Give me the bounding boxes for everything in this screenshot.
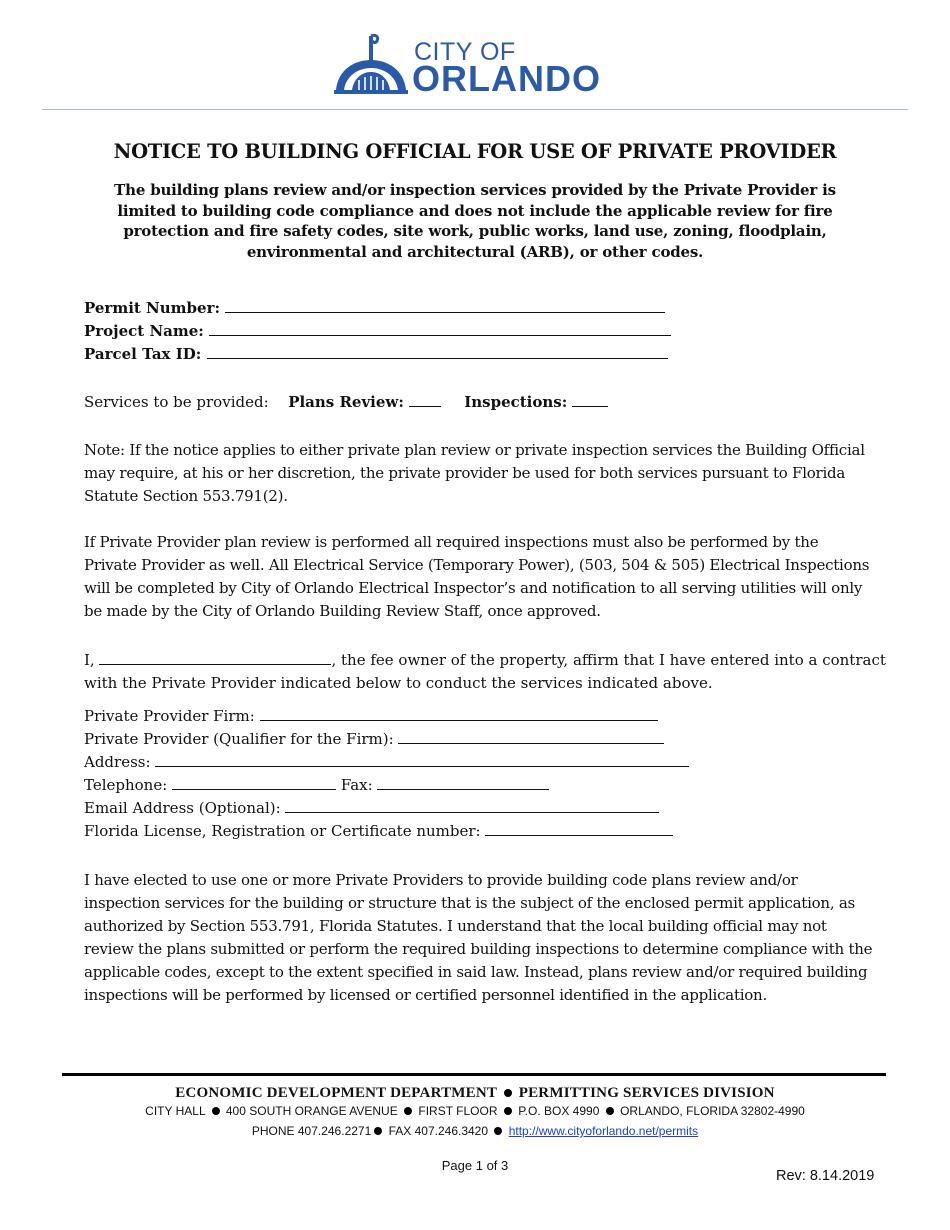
services-label: Services to be provided: xyxy=(84,393,269,411)
provider-license-label: Florida License, Registration or Certificate number: xyxy=(84,822,481,840)
provider-qualifier-field[interactable] xyxy=(84,729,664,749)
bullet-icon xyxy=(374,1127,382,1135)
document-title: NOTICE TO BUILDING OFFICIAL FOR USE OF PRIVATE PROVIDER xyxy=(113,140,837,163)
parcel-tax-id-field[interactable] xyxy=(84,344,668,364)
provider-telephone-label: Telephone: xyxy=(84,776,168,794)
provider-phone-fax-row xyxy=(84,775,549,795)
electrical-paragraph: If Private Provider plan review is performed all required inspections must also be performed by the Private Provider as well. All Electrical Service (Temporary Power), (503, 504 & 505) Electrical Inspections will be completed by City of Orlando Electrical Inspector’s and notification to all serving utilities will only be made by the City of Orlando Building Review Staff, once approved. xyxy=(84,533,870,620)
bullet-icon xyxy=(212,1107,220,1115)
provider-qualifier-label: Private Provider (Qualifier for the Firm): xyxy=(84,730,394,748)
footer-street: 400 SOUTH ORANGE AVENUE xyxy=(225,1104,398,1118)
logo-name: ORLANDO xyxy=(412,58,601,99)
provider-fax-label: Fax: xyxy=(340,776,373,794)
footer-fax: FAX 407.246.3420 xyxy=(388,1124,489,1138)
provider-license-field[interactable] xyxy=(84,821,673,841)
provider-firm-line[interactable] xyxy=(260,706,658,721)
affirmation-line-1 xyxy=(84,650,886,670)
plans-review-label: Plans Review: xyxy=(288,393,404,411)
bullet-icon xyxy=(504,1107,512,1115)
footer-city-hall: CITY HALL xyxy=(145,1104,206,1118)
provider-qualifier-line[interactable] xyxy=(398,729,664,744)
footer-division: PERMITTING SERVICES DIVISION xyxy=(518,1085,775,1101)
plans-review-line[interactable] xyxy=(409,392,441,407)
provider-fax-line[interactable] xyxy=(377,775,549,790)
bullet-icon xyxy=(504,1089,512,1097)
provider-address-label: Address: xyxy=(84,753,151,771)
permit-number-label: Permit Number: xyxy=(84,299,221,317)
affirmation-line-2: with the Private Provider indicated below to conduct the services indicated above. xyxy=(84,674,713,692)
note-paragraph: Note: If the notice applies to either private plan review or private inspection services the Building Official may require, at his or her discretion, the private provider be used for both services pursuant to Florida Statute Section 553.791(2). xyxy=(84,441,865,505)
provider-telephone-line[interactable] xyxy=(172,775,336,790)
provider-address-line[interactable] xyxy=(155,752,689,767)
footer-phone: PHONE 407.246.2271 xyxy=(251,1124,372,1138)
project-name-field[interactable] xyxy=(84,321,671,341)
footer-department: ECONOMIC DEVELOPMENT DEPARTMENT xyxy=(175,1085,497,1101)
bullet-icon xyxy=(494,1127,502,1135)
provider-license-line[interactable] xyxy=(485,821,673,836)
election-paragraph: I have elected to use one or more Private Providers to provide building code plans review and/or inspection services for the building or structure that is the subject of the enclosed permit application, as authorized by Section 553.791, Florida Statutes. I understand that the local building official may not review the plans submitted or perform the required building inspections to determine compliance with the applicable codes, except to the extent specified in said law. Instead, plans review and/or required building inspections will be performed by licensed or certified personnel identified in the application. xyxy=(84,871,873,1004)
document-subtitle: The building plans review and/or inspection services provided by the Private Provider is limited to building code compliance and does not include the applicable review for fire protection and fire safety codes, site work, public works, land use, zoning, floodplain, environmental and architectural (ARB), or other codes. xyxy=(114,181,836,261)
affirmation-suffix: , the fee owner of the property, affirm that I have entered into a contract xyxy=(331,651,886,669)
inspections-line[interactable] xyxy=(572,392,608,407)
revision-date: Rev: 8.14.2019 xyxy=(776,1168,875,1184)
bullet-icon xyxy=(404,1107,412,1115)
permit-number-line[interactable] xyxy=(225,298,665,313)
footer-contact-line xyxy=(0,1124,950,1138)
project-name-line[interactable] xyxy=(209,321,671,336)
footer-city-state-zip: ORLANDO, FLORIDA 32802-4990 xyxy=(620,1104,805,1118)
header-divider xyxy=(42,109,908,110)
page-number: Page 1 of 3 xyxy=(441,1158,509,1173)
provider-email-line[interactable] xyxy=(285,798,659,813)
provider-address-field[interactable] xyxy=(84,752,689,772)
city-dome-icon xyxy=(332,32,410,96)
footer-po-box: P.O. BOX 4990 xyxy=(518,1104,600,1118)
parcel-tax-id-line[interactable] xyxy=(207,344,668,359)
city-logo xyxy=(332,32,622,98)
footer-divider xyxy=(62,1073,886,1076)
permit-number-field[interactable] xyxy=(84,298,665,318)
footer-address-line xyxy=(0,1104,950,1118)
parcel-tax-id-label: Parcel Tax ID: xyxy=(84,345,202,363)
provider-firm-label: Private Provider Firm: xyxy=(84,707,255,725)
owner-name-line[interactable] xyxy=(99,650,331,665)
provider-email-field[interactable] xyxy=(84,798,659,818)
inspections-label: Inspections: xyxy=(464,393,568,411)
project-name-label: Project Name: xyxy=(84,322,204,340)
logo-city-of: CITY OF xyxy=(414,38,516,66)
footer-department-line xyxy=(0,1085,950,1102)
affirmation-prefix: I, xyxy=(84,651,95,669)
footer-floor: FIRST FLOOR xyxy=(418,1104,498,1118)
permits-link[interactable]: http://www.cityoforlando.net/permits xyxy=(508,1124,699,1138)
services-row xyxy=(84,392,608,412)
bullet-icon xyxy=(606,1107,614,1115)
provider-email-label: Email Address (Optional): xyxy=(84,799,281,817)
provider-firm-field[interactable] xyxy=(84,706,658,726)
